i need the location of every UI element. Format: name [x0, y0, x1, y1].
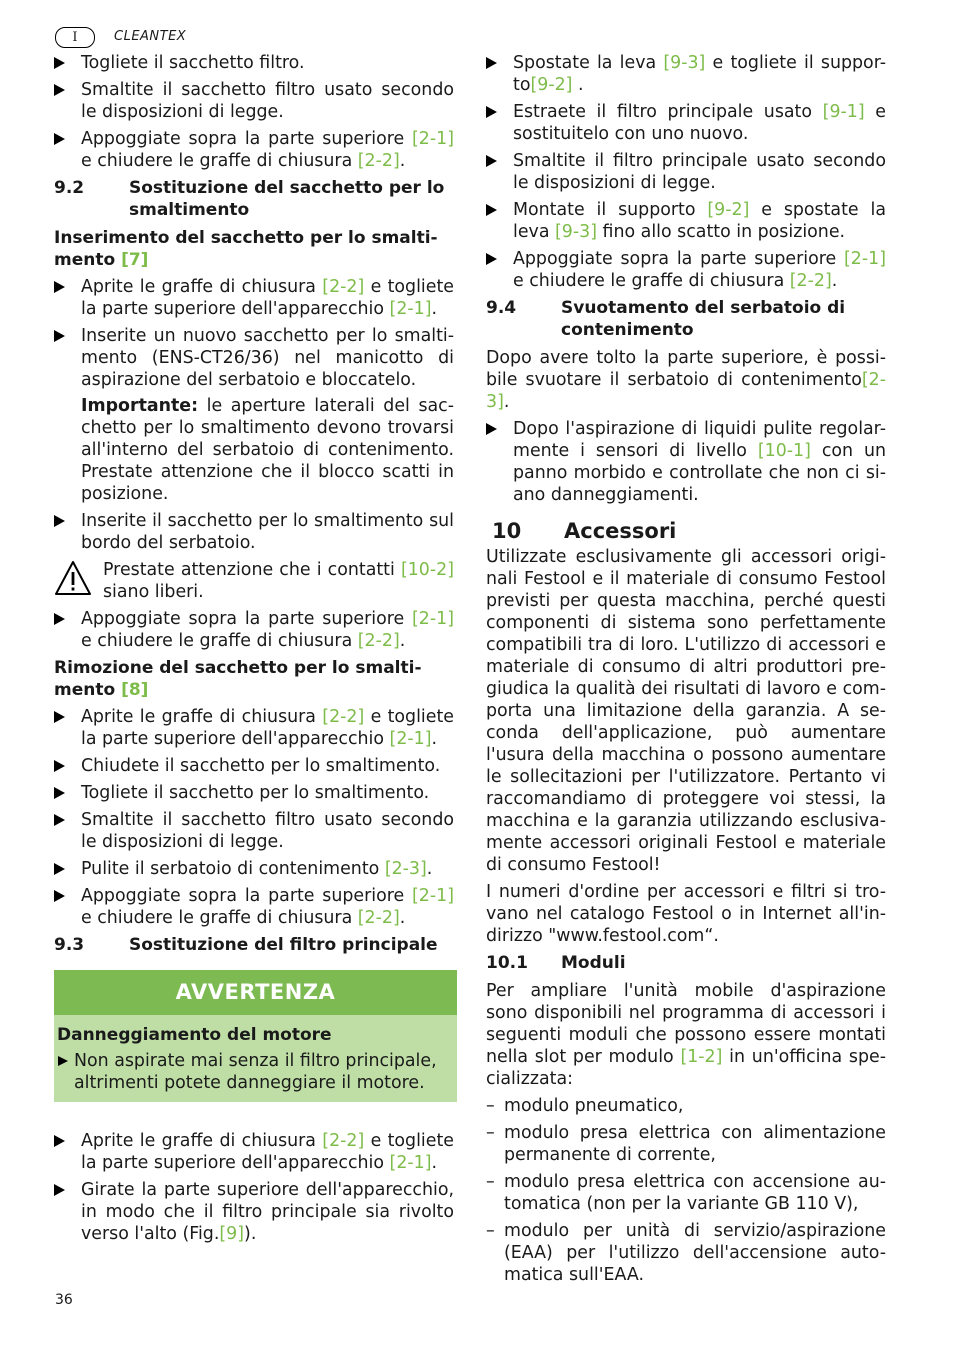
warning-box-title: Danneggiamento del motore — [57, 1025, 332, 1045]
step-item: Montate il supporto [9-2] e spostate la leva [9-3] fino allo scatto in posizione. — [486, 199, 886, 243]
warning-box — [54, 970, 457, 1102]
section-heading-9-2: 9.2 Sostituzione del sacchetto per lo smaltimento — [54, 178, 445, 220]
step-item: Aprite le graffe di chiusura [2-2] e togliete la parte superiore dell'apparecchio [2-1]. — [54, 1130, 454, 1174]
figure-ref: [2-1] — [412, 886, 454, 906]
arrow-bullet-icon — [54, 863, 65, 875]
arrow-bullet-icon — [54, 515, 65, 527]
arrow-bullet-icon — [54, 760, 65, 772]
step-item: Spostate la leva [9-3] e togliete il suppor-to[9-2] . — [486, 52, 886, 96]
paragraph: Dopo avere tolto la parte superiore, è possi-bile svuotare il serbatoio di contenimento[2-3]. — [486, 348, 886, 412]
figure-ref: [2-1] — [844, 249, 886, 269]
figure-ref: [2-2] — [322, 707, 365, 727]
left-column — [54, 52, 454, 1250]
step-item: Appoggiate sopra la parte superiore [2-1] e chiudere le graffe di chiusura [2-2]. — [54, 128, 454, 172]
figure-ref: [9-3] — [663, 53, 706, 73]
step-item: Inserite un nuovo sacchetto per lo smalti-mento (ENS-CT26/36) nel manicotto di aspirazione del serbatoio e bloccatelo. Importante: le aperture laterali del sac-chetto per lo smaltimento devono trovarsi all'interno del serbatoio di contenimento. Prestate attenzione che il blocco scatti in posizione. — [54, 325, 454, 505]
figure-ref: [2-2] — [789, 271, 832, 291]
section-heading-9-4: 9.4 Svuotamento del serbatoio di contenimento — [486, 298, 846, 340]
arrow-bullet-icon — [486, 106, 497, 118]
step-item: Pulite il serbatoio di contenimento [2-3]. — [54, 858, 454, 880]
arrow-bullet-icon — [486, 253, 497, 265]
figure-ref: [2-1] — [412, 609, 454, 629]
figure-ref: [10-1] — [757, 441, 811, 461]
arrow-bullet-icon — [486, 155, 497, 167]
figure-ref: [10-2] — [400, 560, 454, 580]
subheading-remove-bag: Rimozione del sacchetto per lo smalti-mento [8] — [54, 658, 422, 700]
figure-ref: [2-1] — [389, 729, 432, 749]
paragraph: Per ampliare l'unità mobile d'aspirazione sono disponibili nel programma di accessori i seguenti moduli che possono essere montati nella slot per modulo [1-2] in un'officina spe-cializzata: — [486, 981, 886, 1089]
figure-ref: [2-2] — [357, 631, 400, 651]
figure-ref: [9-2] — [707, 200, 750, 220]
step-item: Inserite il sacchetto per lo smaltimento sul bordo del serbatoio. — [54, 510, 454, 554]
subheading-insert-bag: Inserimento del sacchetto per lo smalti-mento [7] — [54, 228, 438, 270]
arrow-bullet-icon — [54, 711, 65, 723]
step-item: Smaltite il filtro principale usato secondo le disposizioni di legge. — [486, 150, 886, 194]
header-product-title: CLEANTEX — [114, 29, 187, 44]
figure-ref: [8] — [121, 680, 149, 700]
arrow-bullet-icon — [54, 133, 65, 145]
step-item: Appoggiate sopra la parte superiore [2-1] e chiudere le graffe di chiusura [2-2]. — [54, 885, 454, 929]
module-list-item: – modulo presa elettrica con alimentazione permanente di corrente, — [486, 1123, 886, 1165]
important-note: Importante: le aperture laterali del sac-chetto per lo smaltimento devono trovarsi all'interno del serbatoio di contenimento. Prestate attenzione che il blocco scatti in posizione. — [81, 396, 454, 504]
arrow-bullet-icon — [54, 613, 65, 625]
figure-ref: [2-1] — [389, 1153, 432, 1173]
arrow-bullet-icon — [54, 57, 65, 69]
arrow-bullet-icon — [486, 57, 497, 69]
section-heading-10: 10 Accessori — [492, 519, 677, 543]
figure-ref: [2-3] — [384, 859, 427, 879]
arrow-bullet-icon — [54, 814, 65, 826]
language-badge: I — [55, 27, 95, 48]
figure-ref: [7] — [121, 250, 149, 270]
figure-ref: [2-1] — [412, 129, 454, 149]
step-item: Smaltite il sacchetto filtro usato secondo le disposizioni di legge. — [54, 809, 454, 853]
module-list-item: – modulo presa elettrica con accensione au-tomatica (non per la variante GB 110 V), — [486, 1172, 886, 1214]
figure-ref: [2-2] — [322, 277, 365, 297]
arrow-bullet-icon — [486, 204, 497, 216]
section-heading-9-3: 9.3 Sostituzione del filtro principale — [54, 935, 438, 955]
arrow-bullet-icon — [58, 1056, 68, 1066]
warning-box-header: AVVERTENZA — [54, 970, 457, 1015]
arrow-bullet-icon — [54, 330, 65, 342]
arrow-bullet-icon — [54, 890, 65, 902]
warning-box-item: Non aspirate mai senza il filtro principale, altrimenti potete danneggiare il motore. — [57, 1050, 454, 1094]
figure-ref: [1-2] — [680, 1047, 723, 1067]
figure-ref: [2-1] — [389, 299, 432, 319]
right-column — [486, 52, 886, 1291]
step-item: Togliete il sacchetto filtro. — [54, 52, 454, 74]
caution-note: Prestate attenzione che i contatti [10-2] siano liberi. — [54, 559, 454, 603]
step-item: Dopo l'aspirazione di liquidi pulite regolar-mente i sensori di livello [10-1] con un panno morbido e controllate che non ci si-ano danneggiamenti. — [486, 418, 886, 506]
arrow-bullet-icon — [54, 1135, 65, 1147]
step-item: Aprite le graffe di chiusura [2-2] e togliete la parte superiore dell'apparecchio [2-1]. — [54, 706, 454, 750]
figure-ref: [2-2] — [357, 908, 400, 928]
step-item: Aprite le graffe di chiusura [2-2] e togliete la parte superiore dell'apparecchio [2-1]. — [54, 276, 454, 320]
arrow-bullet-icon — [486, 423, 497, 435]
step-item: Estraete il filtro principale usato [9-1] e sostituitelo con uno nuovo. — [486, 101, 886, 145]
step-item: Chiudete il sacchetto per lo smaltimento. — [54, 755, 454, 777]
paragraph: Utilizzate esclusivamente gli accessori origi-nali Festool e il materiale di consumo Festool previsti per questa macchina, perché questi componenti di sistema sono perfettamente compatibili tra di loro. L'utilizzo di accessori e materiale di consumo di altri produttori pre-giudica la qualità dei risultati di lavoro e com-porta una limitazione della garanzia. A se-conda dell'applicazione, può aumentare l'usura della macchina o possono aumentare le sollecitazioni per l'utilizzatore. Pertanto vi raccomandiamo di proteggere voi stessi, la macchina e la garanzia utilizzando esclusiva-mente accessori originali Festool e materiale di consumo Festool! — [486, 547, 886, 875]
section-heading-10-1: 10.1 Moduli — [486, 953, 626, 973]
page-number: 36 — [55, 1292, 73, 1308]
paragraph: I numeri d'ordine per accessori e filtri si tro-vano nel catalogo Festool o in Internet all'in-dirizzo "www.festool.com“. — [486, 882, 886, 946]
figure-ref: [9-1] — [822, 102, 865, 122]
arrow-bullet-icon — [54, 84, 65, 96]
module-list-item: – modulo pneumatico, — [486, 1096, 684, 1116]
figure-ref: [9] — [219, 1224, 245, 1244]
module-list-item: – modulo per unità di servizio/aspirazione (EAA) per l'utilizzo dell'accensione auto-matica sull'EAA. — [486, 1221, 886, 1285]
step-item: Girate la parte superiore dell'apparecchio, in modo che il filtro principale sia rivolto verso l'alto (Fig.[9]). — [54, 1179, 454, 1245]
warning-triangle-icon — [54, 560, 92, 596]
arrow-bullet-icon — [54, 281, 65, 293]
figure-ref: [9-3] — [555, 222, 597, 242]
figure-ref: [2-2] — [322, 1131, 365, 1151]
warning-box-body — [54, 1015, 457, 1102]
figure-ref: [9-2] — [530, 75, 573, 95]
arrow-bullet-icon — [54, 787, 65, 799]
arrow-bullet-icon — [54, 1184, 65, 1196]
step-item: Togliete il sacchetto per lo smaltimento. — [54, 782, 454, 804]
step-item: Appoggiate sopra la parte superiore [2-1] e chiudere le graffe di chiusura [2-2]. — [54, 608, 454, 652]
step-item: Appoggiate sopra la parte superiore [2-1] e chiudere le graffe di chiusura [2-2]. — [486, 248, 886, 292]
figure-ref: [2-2] — [357, 151, 400, 171]
figure-ref: [2-3] — [486, 370, 886, 412]
step-item: Smaltite il sacchetto filtro usato secondo le disposizioni di legge. — [54, 79, 454, 123]
